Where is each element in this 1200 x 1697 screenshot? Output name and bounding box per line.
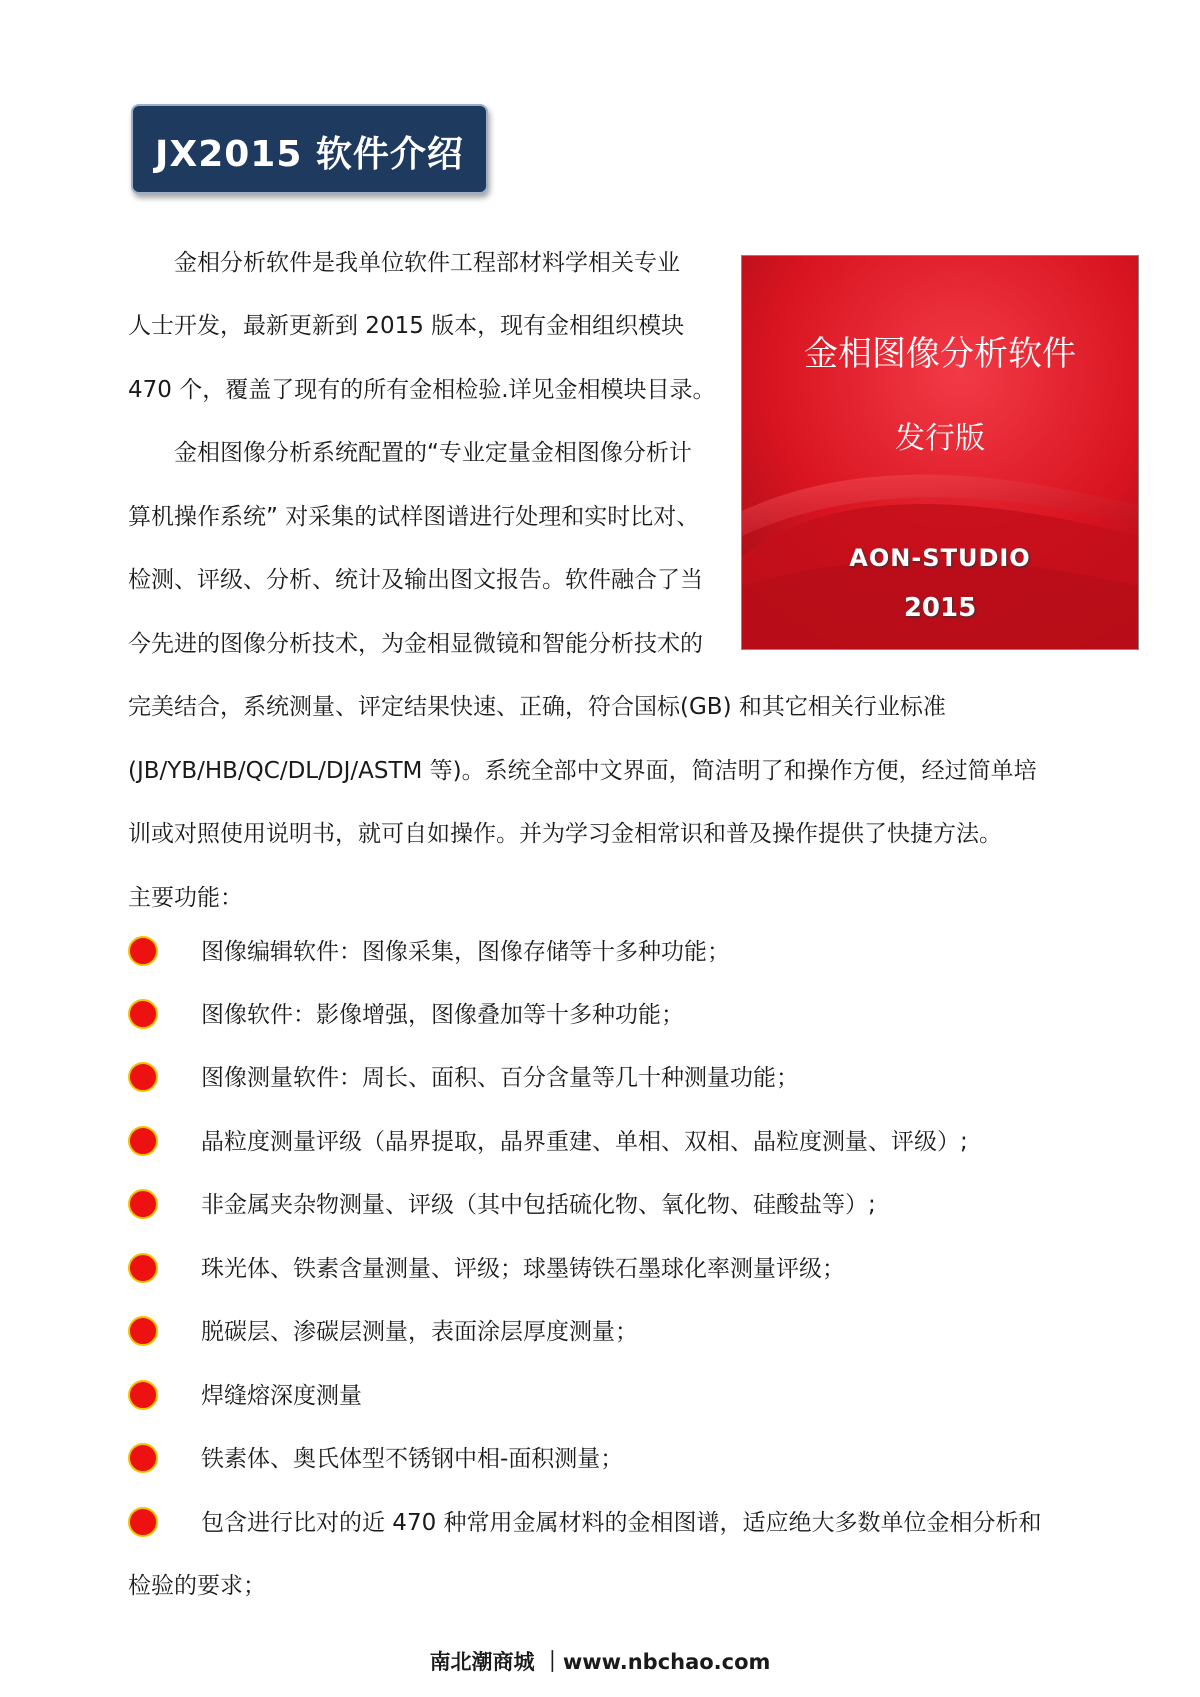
section-title: JX2015 软件介绍	[155, 134, 464, 175]
cover-studio: AON-STUDIO	[849, 544, 1031, 572]
feature-item-4: 晶粒度测量评级（晶界提取，晶界重建、单相、双相、晶粒度测量、评级）;	[201, 1129, 968, 1155]
cover-year: 2015	[903, 593, 977, 623]
intro-line-3: 470 个，覆盖了现有的所有金相检验.详见金相模块目录。	[128, 377, 716, 403]
feature-item-8: 焊缝熔深度测量	[201, 1383, 362, 1409]
intro-line-5: 算机操作系统” 对采集的试样图谱进行处理和实时比对、	[128, 504, 700, 530]
intro-line-2: 人士开发，最新更新到 2015 版本，现有金相组织模块	[128, 313, 685, 339]
bullet-icon	[128, 1062, 158, 1092]
bullet-icon	[128, 999, 158, 1029]
bullet-icon	[128, 1189, 158, 1219]
intro-line-7: 今先进的图像分析技术，为金相显微镜和智能分析技术的	[128, 631, 703, 657]
feature-item-9: 铁素体、奥氏体型不锈钢中相-面积测量；	[201, 1446, 624, 1472]
feature-item-1: 图像编辑软件：图像采集，图像存储等十多种功能；	[201, 939, 730, 965]
feature-item-10-continuation: 检验的要求；	[128, 1573, 266, 1599]
bullet-icon	[128, 1316, 158, 1346]
intro-line-1: 金相分析软件是我单位软件工程部材料学相关专业	[128, 250, 680, 276]
bullet-icon	[128, 936, 158, 966]
section-title-box	[131, 104, 488, 194]
feature-item-2: 图像软件：影像增强，图像叠加等十多种功能；	[201, 1002, 684, 1028]
intro-line-8: 完美结合，系统测量、评定结果快速、正确，符合国标(GB) 和其它相关行业标准	[128, 694, 946, 720]
feature-item-7: 脱碳层、渗碳层测量，表面涂层厚度测量；	[201, 1319, 638, 1345]
intro-line-10: 训或对照使用说明书，就可自如操作。并为学习金相常识和普及操作提供了快捷方法。	[128, 821, 1002, 847]
cover-title: 金相图像分析软件	[804, 334, 1076, 374]
cover-subtitle: 发行版	[895, 421, 985, 456]
main-features-heading: 主要功能：	[128, 885, 243, 911]
bullet-icon	[128, 1507, 158, 1537]
feature-item-3: 图像测量软件：周长、面积、百分含量等几十种测量功能；	[201, 1065, 799, 1091]
footer-link[interactable]: 南北潮商城 ｜www.nbchao.com	[429, 1650, 771, 1674]
bullet-icon	[128, 1126, 158, 1156]
intro-line-4: 金相图像分析系统配置的“专业定量金相图像分析计	[128, 440, 692, 466]
intro-line-9: (JB/YB/HB/QC/DL/DJ/ASTM 等)。系统全部中文界面，简洁明了和操作方便，经过简单培	[128, 758, 1037, 784]
bullet-icon	[128, 1253, 158, 1283]
bullet-icon	[128, 1380, 158, 1410]
software-cover-image	[741, 255, 1139, 650]
intro-line-6: 检测、评级、分析、统计及输出图文报告。软件融合了当	[128, 567, 703, 593]
feature-item-10: 包含进行比对的近 470 种常用金属材料的金相图谱，适应绝大多数单位金相分析和	[201, 1510, 1042, 1536]
feature-item-5: 非金属夹杂物测量、评级（其中包括硫化物、氧化物、硅酸盐等）;	[201, 1192, 876, 1218]
feature-item-6: 珠光体、铁素含量测量、评级；球墨铸铁石墨球化率测量评级；	[201, 1256, 845, 1282]
bullet-icon	[128, 1443, 158, 1473]
